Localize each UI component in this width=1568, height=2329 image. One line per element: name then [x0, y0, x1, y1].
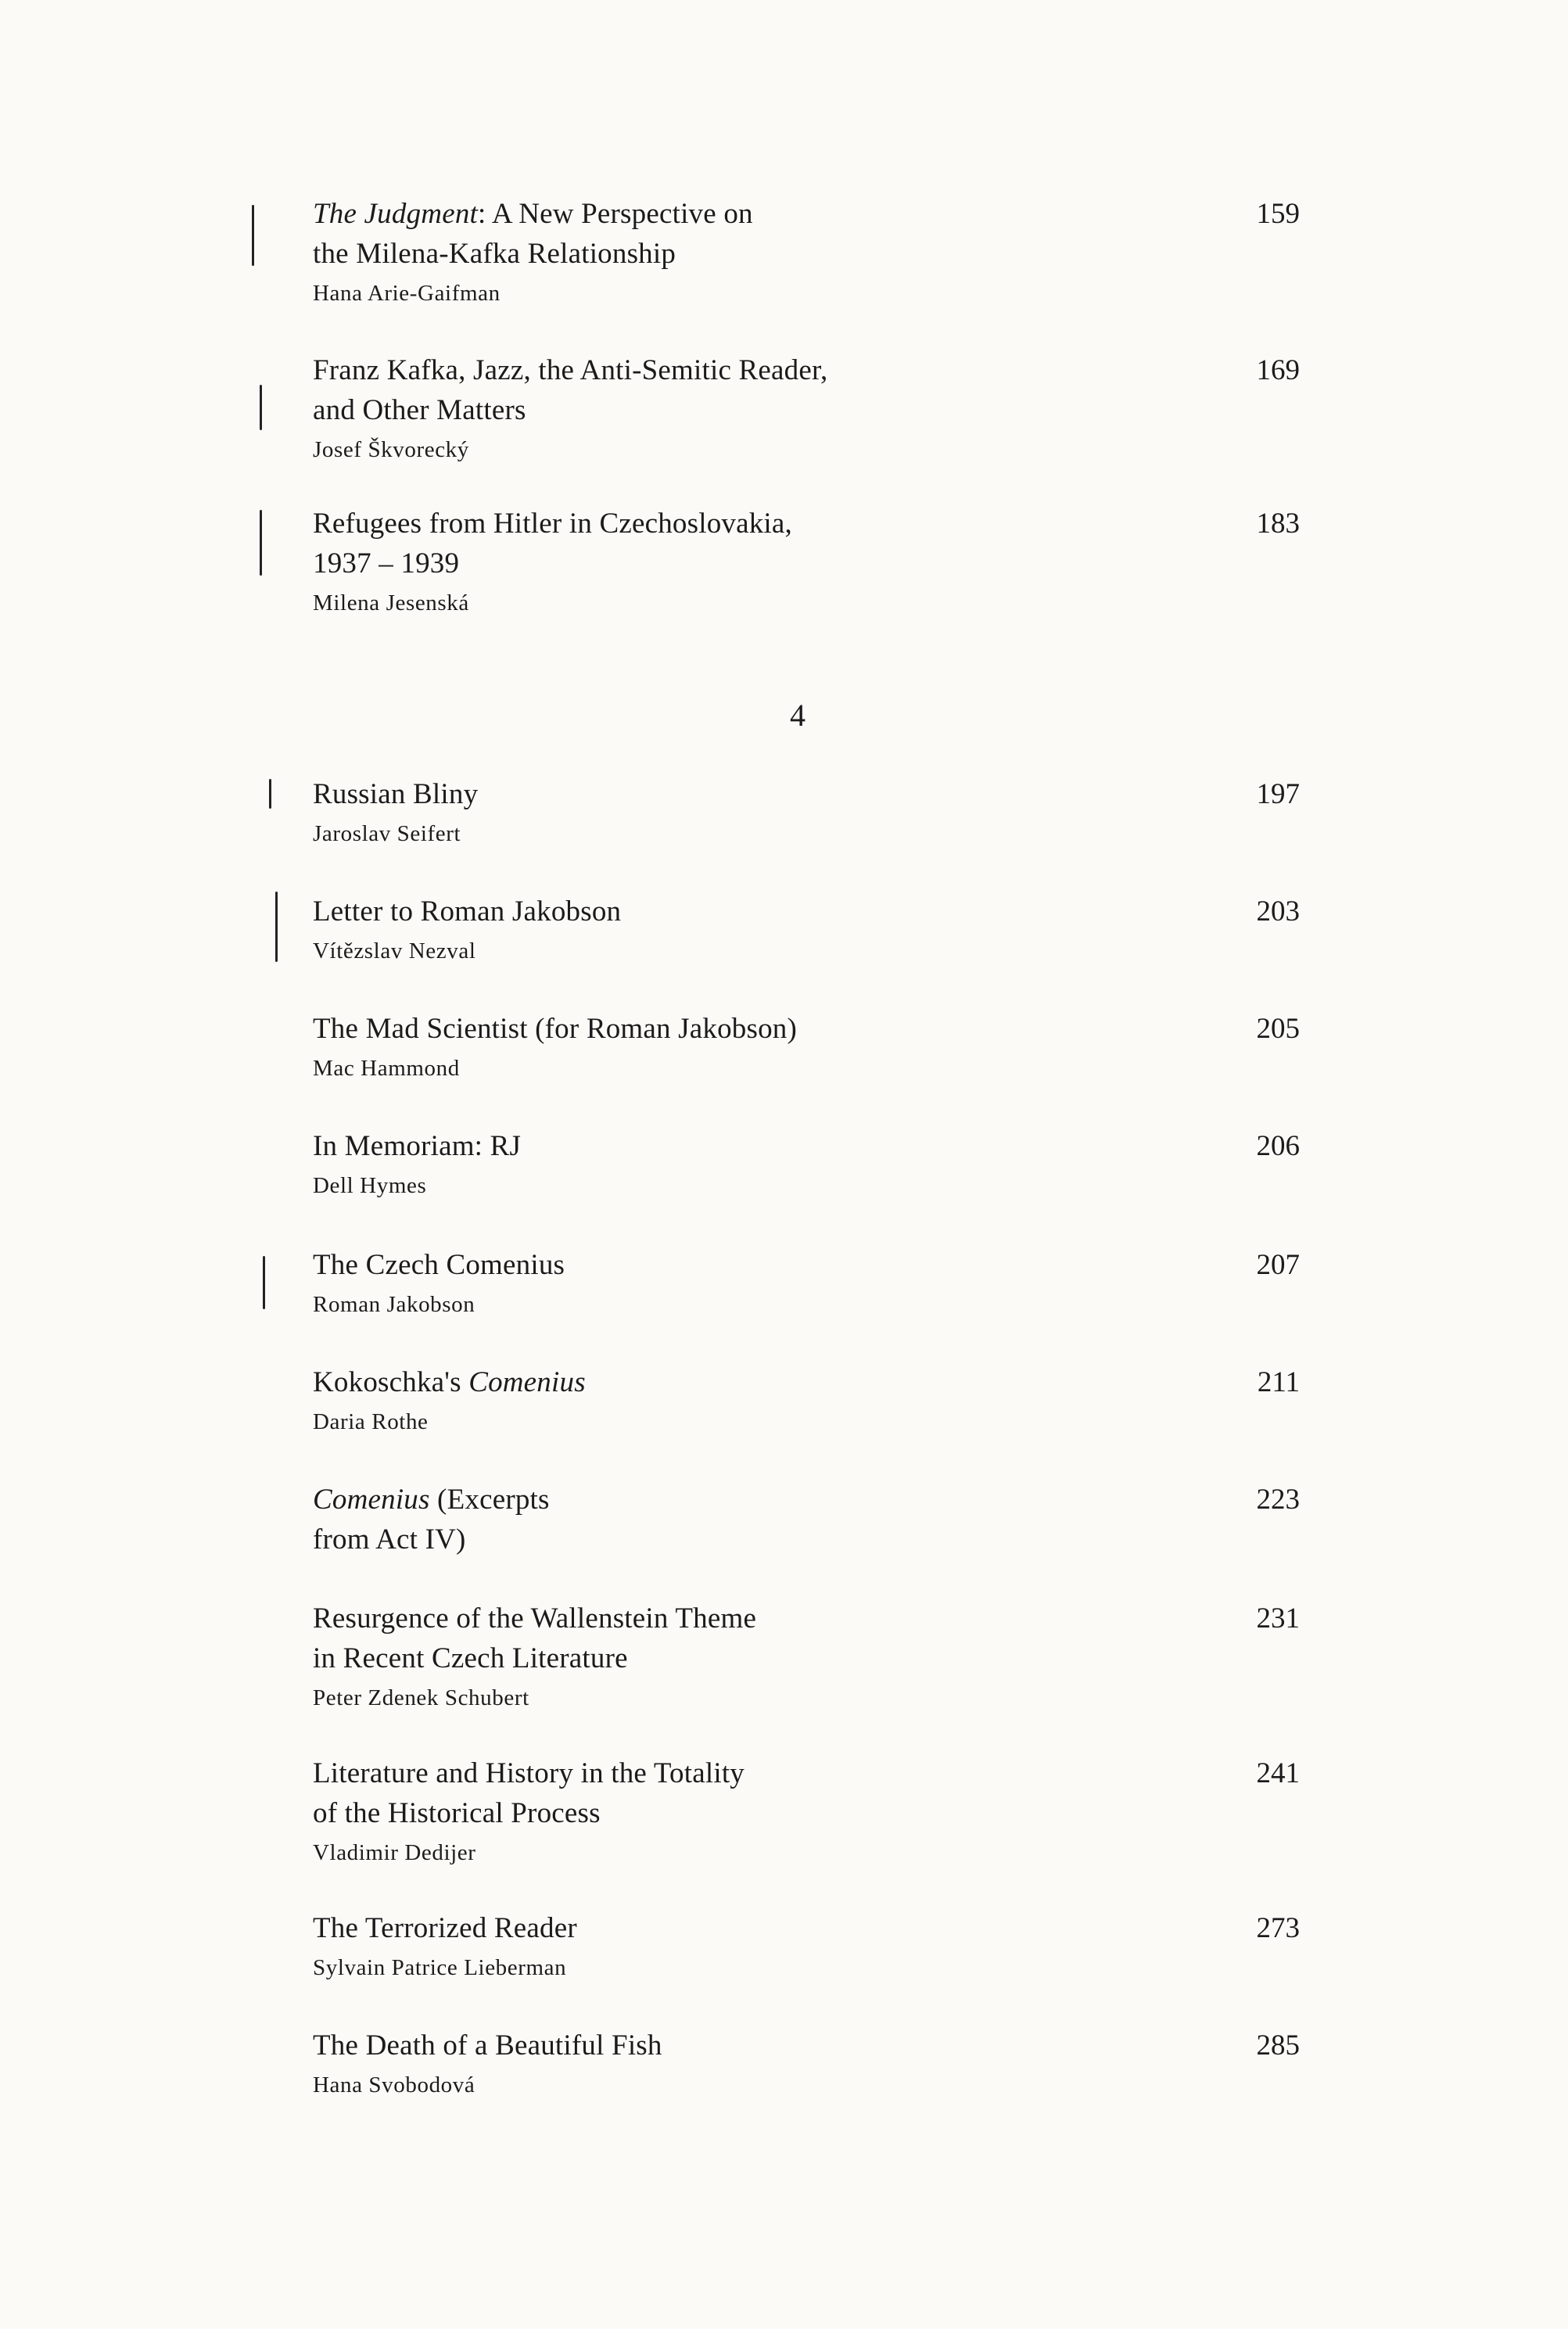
- entry-author: Vladimir Dedijer: [313, 1840, 476, 1865]
- entry-title: Kokoschka's Comenius: [313, 1366, 586, 1398]
- toc-entry: [313, 194, 1298, 310]
- entry-title: Resurgence of the Wallenstein Theme in Recent Czech Literature: [313, 1602, 757, 1674]
- entry-author: Sylvain Patrice Lieberman: [313, 1955, 567, 1980]
- entry-title: Comenius (Excerpts from Act IV): [313, 1484, 550, 1556]
- entry-author: Daria Rothe: [313, 1409, 429, 1434]
- margin-mark: [260, 510, 262, 576]
- entry-title: The Terrorized Reader: [313, 1912, 577, 1944]
- toc-entry: [313, 1753, 1298, 1869]
- toc-entry: [313, 1908, 1298, 1984]
- page-number: 223: [1256, 1484, 1300, 1516]
- margin-mark: [252, 205, 254, 266]
- page-number: 159: [1256, 198, 1300, 230]
- entry-author: Vítězslav Nezval: [313, 938, 476, 964]
- entry-title: In Memoriam: RJ: [313, 1130, 522, 1162]
- entry-title: Refugees from Hitler in Czechoslovakia, 1937 – 1939: [313, 508, 792, 580]
- entry-author: Peter Zdenek Schubert: [313, 1685, 529, 1710]
- toc-entry: [313, 774, 1298, 850]
- toc-entry: [313, 350, 1298, 466]
- page-number: 197: [1256, 778, 1300, 810]
- entry-title: The Death of a Beautiful Fish: [313, 2029, 662, 2062]
- entry-author: Roman Jakobson: [313, 1292, 475, 1317]
- entry-title: The Judgment: A New Perspective on the Milena-Kafka Relationship: [313, 198, 753, 270]
- page-number: 203: [1256, 895, 1300, 928]
- toc-entry: [313, 1009, 1298, 1085]
- entry-title: Literature and History in the Totality of the Historical Process: [313, 1757, 745, 1829]
- entry-author: Josef Škvorecký: [313, 437, 469, 462]
- margin-mark: [275, 892, 278, 962]
- toc-entry: [313, 1480, 1298, 1559]
- entry-author: Milena Jesenská: [313, 590, 469, 615]
- toc-entry: [313, 504, 1298, 619]
- toc-entry: [313, 1599, 1298, 1714]
- margin-mark: [263, 1256, 265, 1309]
- page-number: 183: [1256, 508, 1300, 540]
- page-number: 169: [1256, 354, 1300, 386]
- section-number: 4: [790, 698, 806, 733]
- page-number: 285: [1256, 2029, 1300, 2062]
- page-number: 205: [1256, 1013, 1300, 1045]
- toc-entry: [313, 1245, 1298, 1321]
- toc-entry: [313, 1126, 1298, 1202]
- page-number: 211: [1257, 1366, 1300, 1398]
- margin-mark: [260, 385, 262, 430]
- entry-title: Letter to Roman Jakobson: [313, 895, 622, 928]
- entry-title: The Czech Comenius: [313, 1249, 565, 1281]
- entry-author: Jaroslav Seifert: [313, 821, 461, 846]
- entry-title: Franz Kafka, Jazz, the Anti-Semitic Reader, and Other Matters: [313, 354, 828, 426]
- entry-title: The Mad Scientist (for Roman Jakobson): [313, 1013, 798, 1045]
- toc-entry: [313, 2026, 1298, 2101]
- entry-author: Hana Svobodová: [313, 2072, 475, 2098]
- entry-author: Dell Hymes: [313, 1173, 427, 1198]
- toc-entry: [313, 1362, 1298, 1438]
- page-number: 207: [1256, 1249, 1300, 1281]
- page-number: 206: [1256, 1130, 1300, 1162]
- page-number: 231: [1256, 1602, 1300, 1635]
- entry-author: Hana Arie-Gaifman: [313, 281, 501, 306]
- entry-author: Mac Hammond: [313, 1056, 460, 1081]
- toc-entry: [313, 892, 1298, 967]
- page-number: 241: [1256, 1757, 1300, 1789]
- page-number: 273: [1256, 1912, 1300, 1944]
- entry-title: Russian Bliny: [313, 778, 479, 810]
- margin-mark: [269, 779, 271, 809]
